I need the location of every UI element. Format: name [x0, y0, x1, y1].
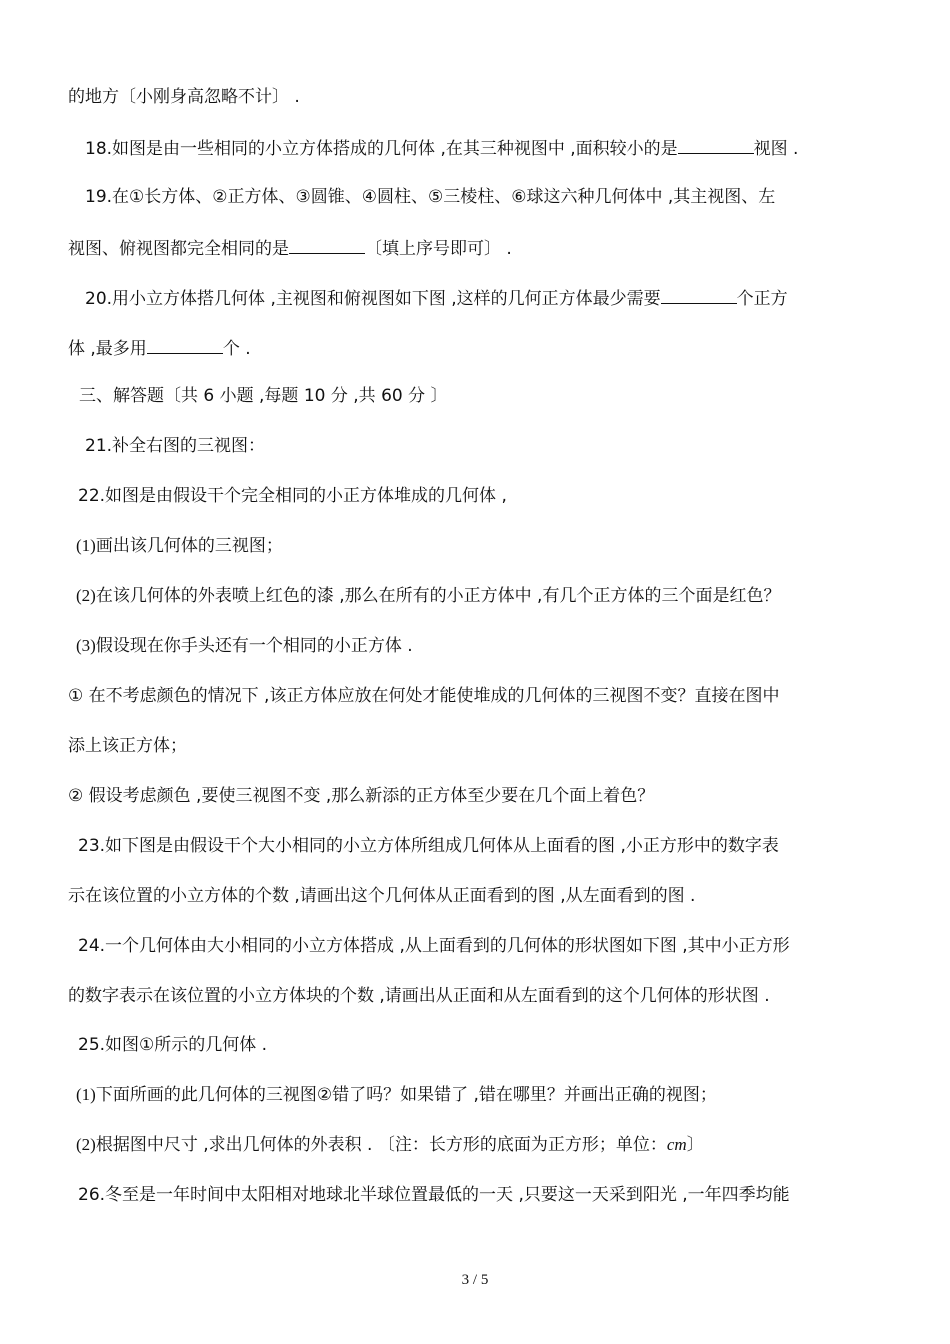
answer-blank[interactable]	[661, 285, 737, 304]
part-number: (1)	[76, 1085, 96, 1104]
question-text: 个正方	[736, 289, 788, 309]
question-19: 19.在①长方体、②正方体、③圆锥、④圆柱、⑤三棱柱、⑥球这六种几何体中 ,其主视图、左	[85, 187, 776, 207]
question-text: 视图、俯视图都完全相同的是	[68, 239, 289, 259]
question-text: 20.用小立方体搭几何体 ,主视图和俯视图如下图 ,这样的几何正方体最少需要	[85, 289, 661, 309]
question-25: 25.如图①所示的几何体 .	[78, 1035, 268, 1055]
question-18	[85, 135, 798, 161]
question-text: 18.如图是由一些相同的小立方体搭成的几何体 ,在其三种视图中 ,面积较小的是	[85, 139, 678, 159]
text-line: 的地方〔小刚身高忽略不计〕 .	[68, 87, 300, 107]
question-22-part-2	[76, 584, 780, 608]
question-text: 个 .	[222, 339, 251, 359]
question-text: 体 ,最多用	[68, 339, 147, 359]
question-text: 〕	[686, 1135, 704, 1155]
answer-blank[interactable]	[289, 235, 365, 254]
question-22: 22.如图是由假设干个完全相同的小正方体堆成的几何体 ,	[78, 486, 507, 506]
question-25-part-1	[76, 1083, 717, 1107]
question-24: 24.一个几何体由大小相同的小立方体搭成 ,从上面看到的几何体的形状图如下图 ,其中小正方形	[78, 936, 790, 956]
part-number: (3)	[76, 636, 96, 655]
page-number: 3 / 5	[461, 1272, 489, 1288]
question-26: 26.冬至是一年时间中太阳相对地球北半球位置最低的一天 ,只要这一天采到阳光 ,一年四季均能	[78, 1185, 790, 1205]
question-20	[85, 285, 788, 311]
question-22-3-a-cont: 添上该正方体；	[68, 736, 187, 756]
question-25-part-2	[76, 1133, 704, 1157]
question-text: 根据图中尺寸 ,求出几何体的外表积 . 〔注：长方形的底面为正方形；单位：	[95, 1135, 667, 1155]
question-text: 下面所画的此几何体的三视图②错了吗？如果错了 ,错在哪里？并画出正确的视图；	[95, 1085, 717, 1105]
question-20-cont	[68, 335, 251, 361]
question-23: 23.如下图是由假设干个大小相同的小立方体所组成几何体从上面看的图 ,小正方形中的数字表	[78, 836, 779, 856]
question-21: 21.补全右图的三视图：	[85, 436, 266, 456]
answer-blank[interactable]	[678, 135, 754, 154]
question-text: 画出该几何体的三视图；	[95, 536, 283, 556]
part-number: (2)	[76, 1135, 96, 1154]
question-23-cont: 示在该位置的小立方体的个数 ,请画出这个几何体从正面看到的图 ,从左面看到的图 .	[68, 886, 696, 906]
question-22-part-3	[76, 634, 413, 658]
question-22-part-1	[76, 534, 283, 558]
answer-blank[interactable]	[147, 335, 223, 354]
question-text: 在该几何体的外表喷上红色的漆 ,那么在所有的小正方体中 ,有几个正方体的三个面是红色？	[95, 586, 781, 606]
question-19-cont	[68, 235, 512, 261]
section-heading: 三、解答题〔共 6 小题 ,每题 10 分 ,共 60 分 〕	[79, 386, 448, 406]
question-text: 〔填上序号即可〕 .	[365, 239, 512, 259]
question-22-3-b: ② 假设考虑颜色 ,要使三视图不变 ,那么新添的正方体至少要在几个面上着色？	[68, 786, 655, 806]
question-text: 假设现在你手头还有一个相同的小正方体 .	[95, 636, 413, 656]
question-text: 视图 .	[753, 139, 799, 159]
unit: cm	[666, 1135, 687, 1154]
question-24-cont: 的数字表示在该位置的小立方体块的个数 ,请画出从正面和从左面看到的这个几何体的形状图 .	[68, 986, 770, 1006]
part-number: (2)	[76, 586, 96, 605]
part-number: (1)	[76, 536, 96, 555]
question-22-3-a: ① 在不考虑颜色的情况下 ,该正方体应放在何处才能使堆成的几何体的三视图不变？直接在图中	[68, 686, 780, 706]
